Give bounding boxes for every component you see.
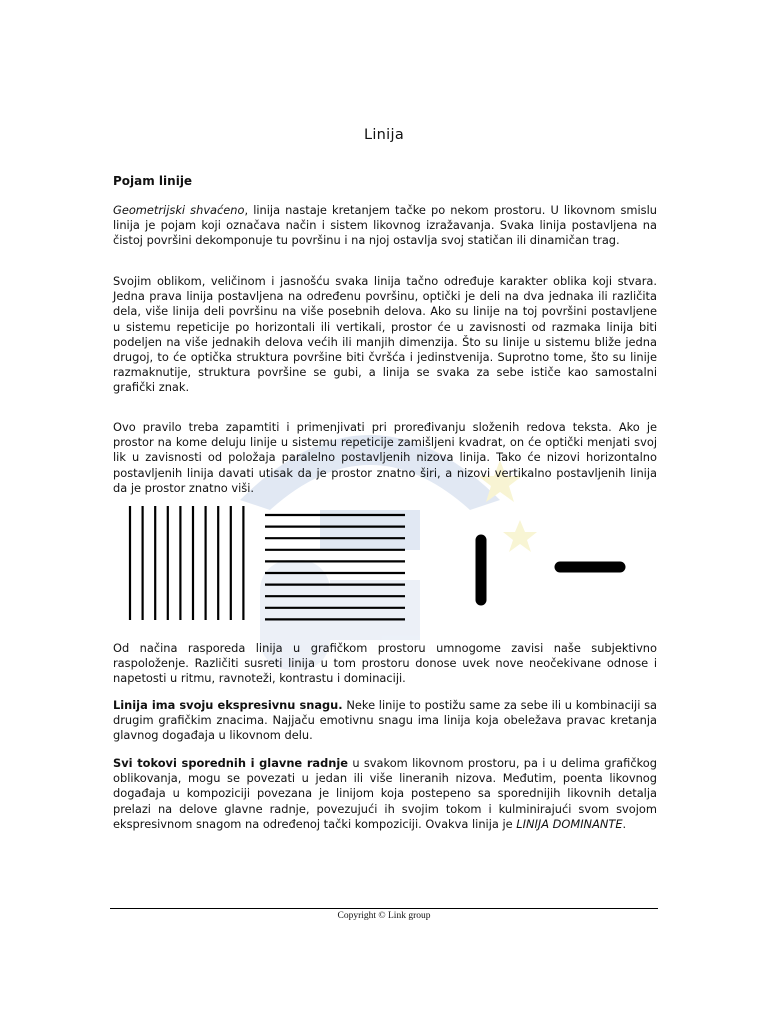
section-heading: Pojam linije — [113, 174, 193, 188]
paragraph-definition — [113, 203, 657, 249]
italic-lead: Geometrijski shvaćeno — [113, 203, 245, 217]
paragraph-text: Neke linije to postižu same za sebe ili u kombinaciji sa drugim grafičkim znacima. Najjaču emotivnu snagu ima linija koja obeležava pravac kretanja glavnog događaja u likovnom delu. — [113, 698, 658, 743]
vertical-lines-group — [130, 506, 243, 620]
paragraph-dominant — [113, 756, 657, 832]
paragraph-expressive — [113, 698, 657, 744]
paragraph-text: , linija nastaje kretanjem tačke po nekom prostoru. U likovnom smislu linija je pojam koji označava način i sistem likovnog izražavanja. Svaka linija postavljena na čistoj površini dekomponuje tu površinu i na njoj ostavlja svoj statičan ili dinamičan trag. — [113, 203, 657, 248]
footer-divider — [110, 908, 658, 909]
paragraph-form: Svojim oblikom, veličinom i jasnošću svaka linija tačno određuje karakter oblika koji stvara. Jedna prava linija postavljena na određenu površinu, optički je deli na dva jednaka ili različita dela, više linija deli površinu na više posebnih delova. Ako su linije na toj površini postavljene u sistemu repeticije po horizontali ili vertikali, prostor će u zavisnosti od razmaka linija biti podeljen na više jednakih delova većih ili manjih dimenzija. Što su linije u sistemu bliže jedna drugoj, to će optička struktura površine biti čvršća i jedinstvenija. Suprotno tome, što su linije razmaknutije, struktura površine se gubi, a linija se svaka za sebe ističe kao samostalni grafički znak. — [113, 274, 657, 395]
line-examples-figure — [120, 500, 640, 625]
horizontal-lines-group — [265, 515, 405, 619]
paragraph-period: . — [622, 816, 627, 831]
bold-lead: Svi tokovi sporednih i glavne radnje — [113, 756, 349, 770]
paragraph-mood: Od načina rasporeda linija u grafičkom prostoru umnogome zavisi naše subjektivno raspoloženje. Različiti susreti linija u tom prostoru donose uvek nove neočekivane odnose i napetosti u ritmu, ravnoteži, kontrastu i dominaciji. — [113, 641, 657, 686]
paragraph-text: u svakom likovnom prostoru, pa i u delima grafičkog oblikovanja, mogu se povezati u jedan ili više lineranih nizova. Međutim, poenta likovnog događaja u kompoziciji povezana je linijom koja postepeno sa sporednijih likovnih detalja prelazi na delove glavne radnje, povezujući ih svojim tokom i kulminirajući svom svojom ekspresivnom snagom na određenoj tački kompoziciji. Ovakva linija je — [113, 756, 657, 831]
italic-term: LINIJA DOMINANTE — [516, 816, 623, 831]
page-title: Linija — [363, 127, 405, 143]
bold-lead: Linija ima svoju ekspresivnu snagu. — [113, 698, 343, 712]
footer-copyright: Copyright © Link group — [337, 911, 431, 921]
paragraph-rule: Ovo pravilo treba zapamtiti i primenjivati pri proređivanju složenih redova teksta. Ako je prostor na kome deluju linije u sistemu repeticije zamišljeni kvadrat, on će optički menjati svoj lik u zavisnosti od položaja paralelno postavljenih nizova linija. Tako će nizovi horizontalno postavljenih linija davati utisak da je prostor znatno širi, a nizovi vertikalno postavljenih linija da je prostor znatno viši. — [113, 420, 657, 495]
